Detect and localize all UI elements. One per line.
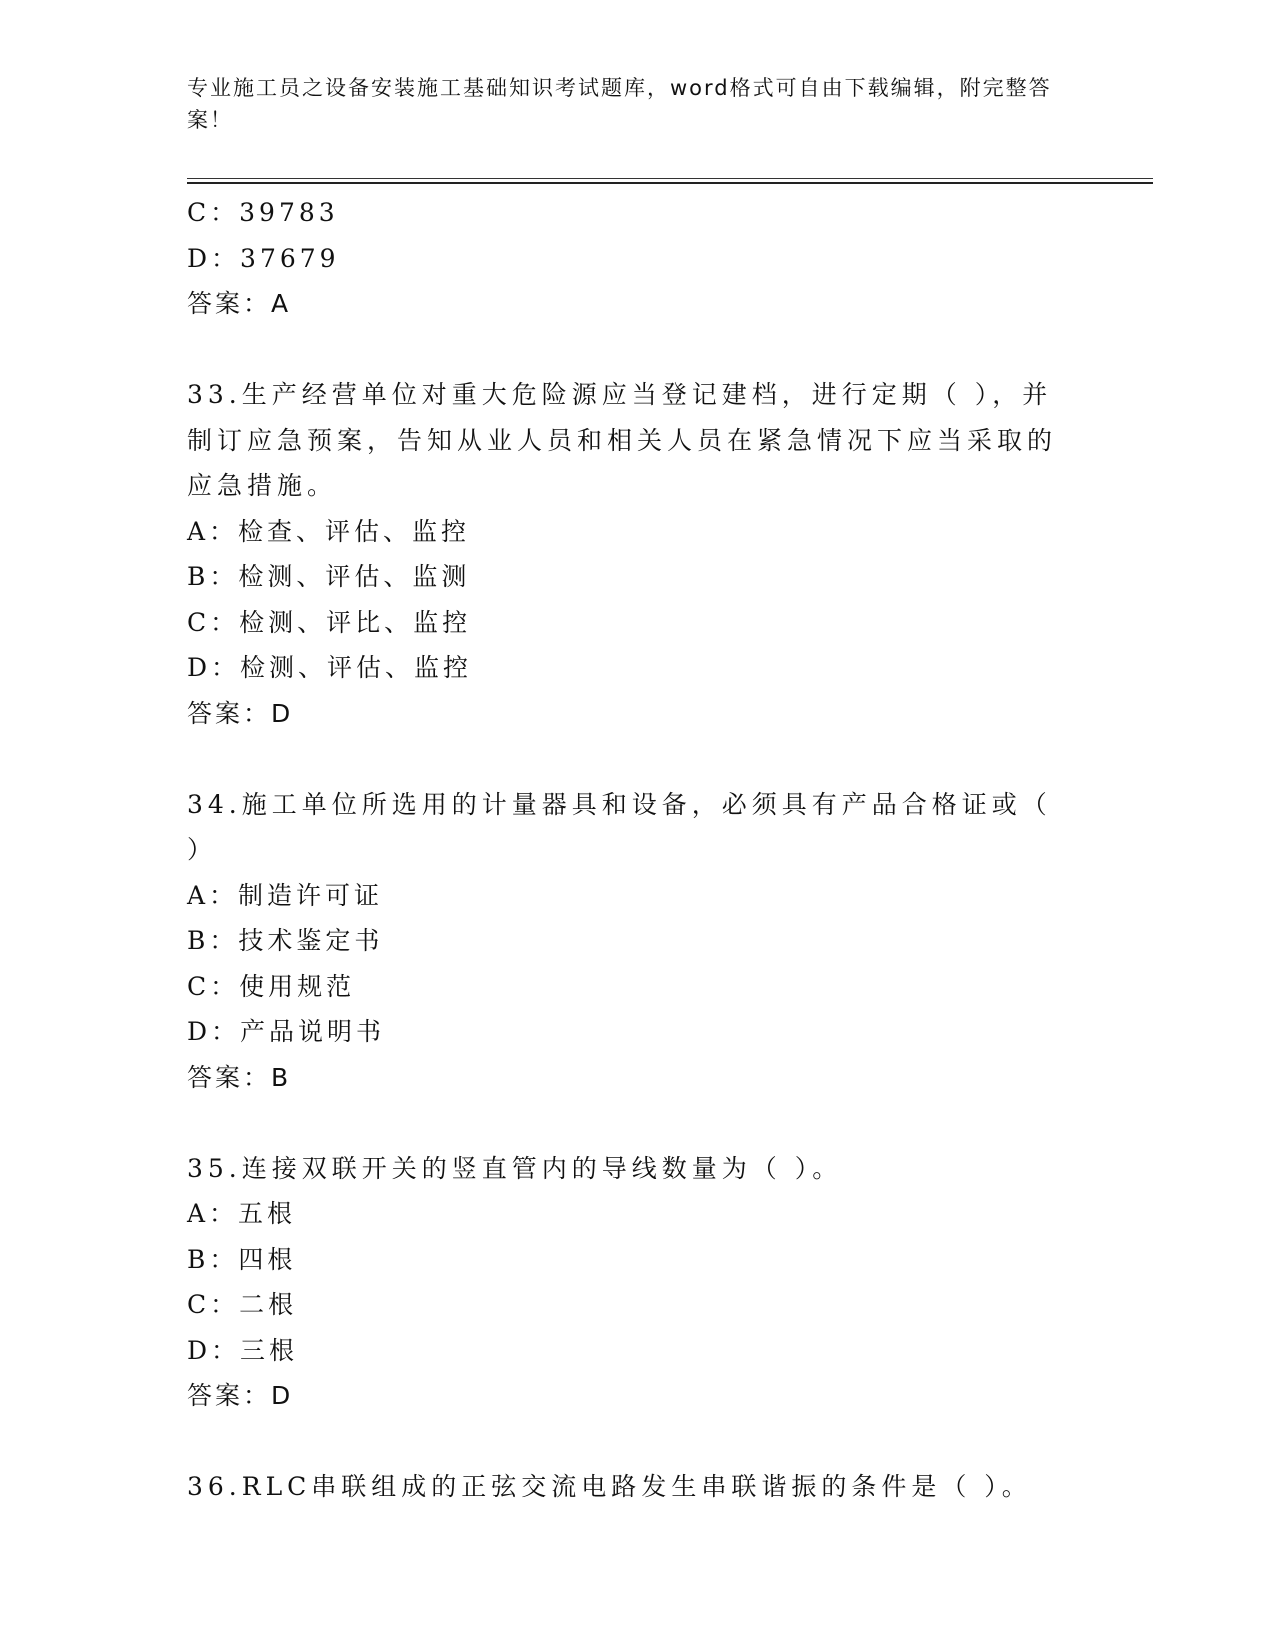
spacer: [187, 736, 1067, 782]
spacer: [187, 327, 1067, 373]
answer: 答案：D: [187, 698, 294, 728]
option-c: C：检测、评比、监控: [187, 607, 472, 637]
prev-answer: 答案：A: [187, 289, 292, 318]
question-stem: 33.生产经营单位对重大危险源应当登记建档，进行定期（ ），并制订应急预案，告知从业人员和相关人员在紧急情况下应当采取的应急措施。: [187, 380, 1058, 500]
question-stem: 34.施工单位所选用的计量器具和设备，必须具有产品合格证或（ ）: [187, 789, 1052, 864]
option-c: C：二根: [187, 1290, 298, 1319]
option-d: D：检测、评估、监控: [187, 653, 473, 682]
question-stem: 36.RLC串联组成的正弦交流电路发生串联谐振的条件是（ ）。: [187, 1472, 1032, 1501]
document-header-title: 专业施工员之设备安装施工基础知识考试题库，word格式可自由下载编辑，附完整答案！: [187, 76, 1052, 132]
header-divider-thin: [187, 178, 1153, 179]
prev-option-c: C：39783: [187, 198, 339, 227]
spacer: [187, 1419, 1067, 1465]
question-35: [187, 1146, 1067, 1419]
question-36: [187, 1464, 1067, 1510]
question-stem: 35.连接双联开关的竖直管内的导线数量为（ ）。: [187, 1153, 843, 1183]
question-34: [187, 782, 1067, 1101]
option-c: C：使用规范: [187, 971, 356, 1001]
spacer: [187, 1100, 1067, 1146]
option-a: A：制造许可证: [187, 880, 384, 910]
option-d: D：产品说明书: [187, 1017, 386, 1046]
option-b: B：技术鉴定书: [187, 926, 384, 955]
question-content: [187, 190, 1067, 1510]
option-b: B：检测、评估、监测: [187, 562, 471, 591]
prev-option-d: D：37679: [187, 243, 340, 273]
option-a: A：五根: [187, 1199, 297, 1228]
answer: 答案：D: [187, 1381, 294, 1410]
option-d: D：三根: [187, 1335, 299, 1365]
option-b: B：四根: [187, 1244, 297, 1274]
answer: 答案：B: [187, 1062, 292, 1092]
header-divider-thick: [187, 182, 1153, 184]
option-a: A：检查、评估、监控: [187, 516, 471, 546]
question-33: [187, 372, 1067, 736]
